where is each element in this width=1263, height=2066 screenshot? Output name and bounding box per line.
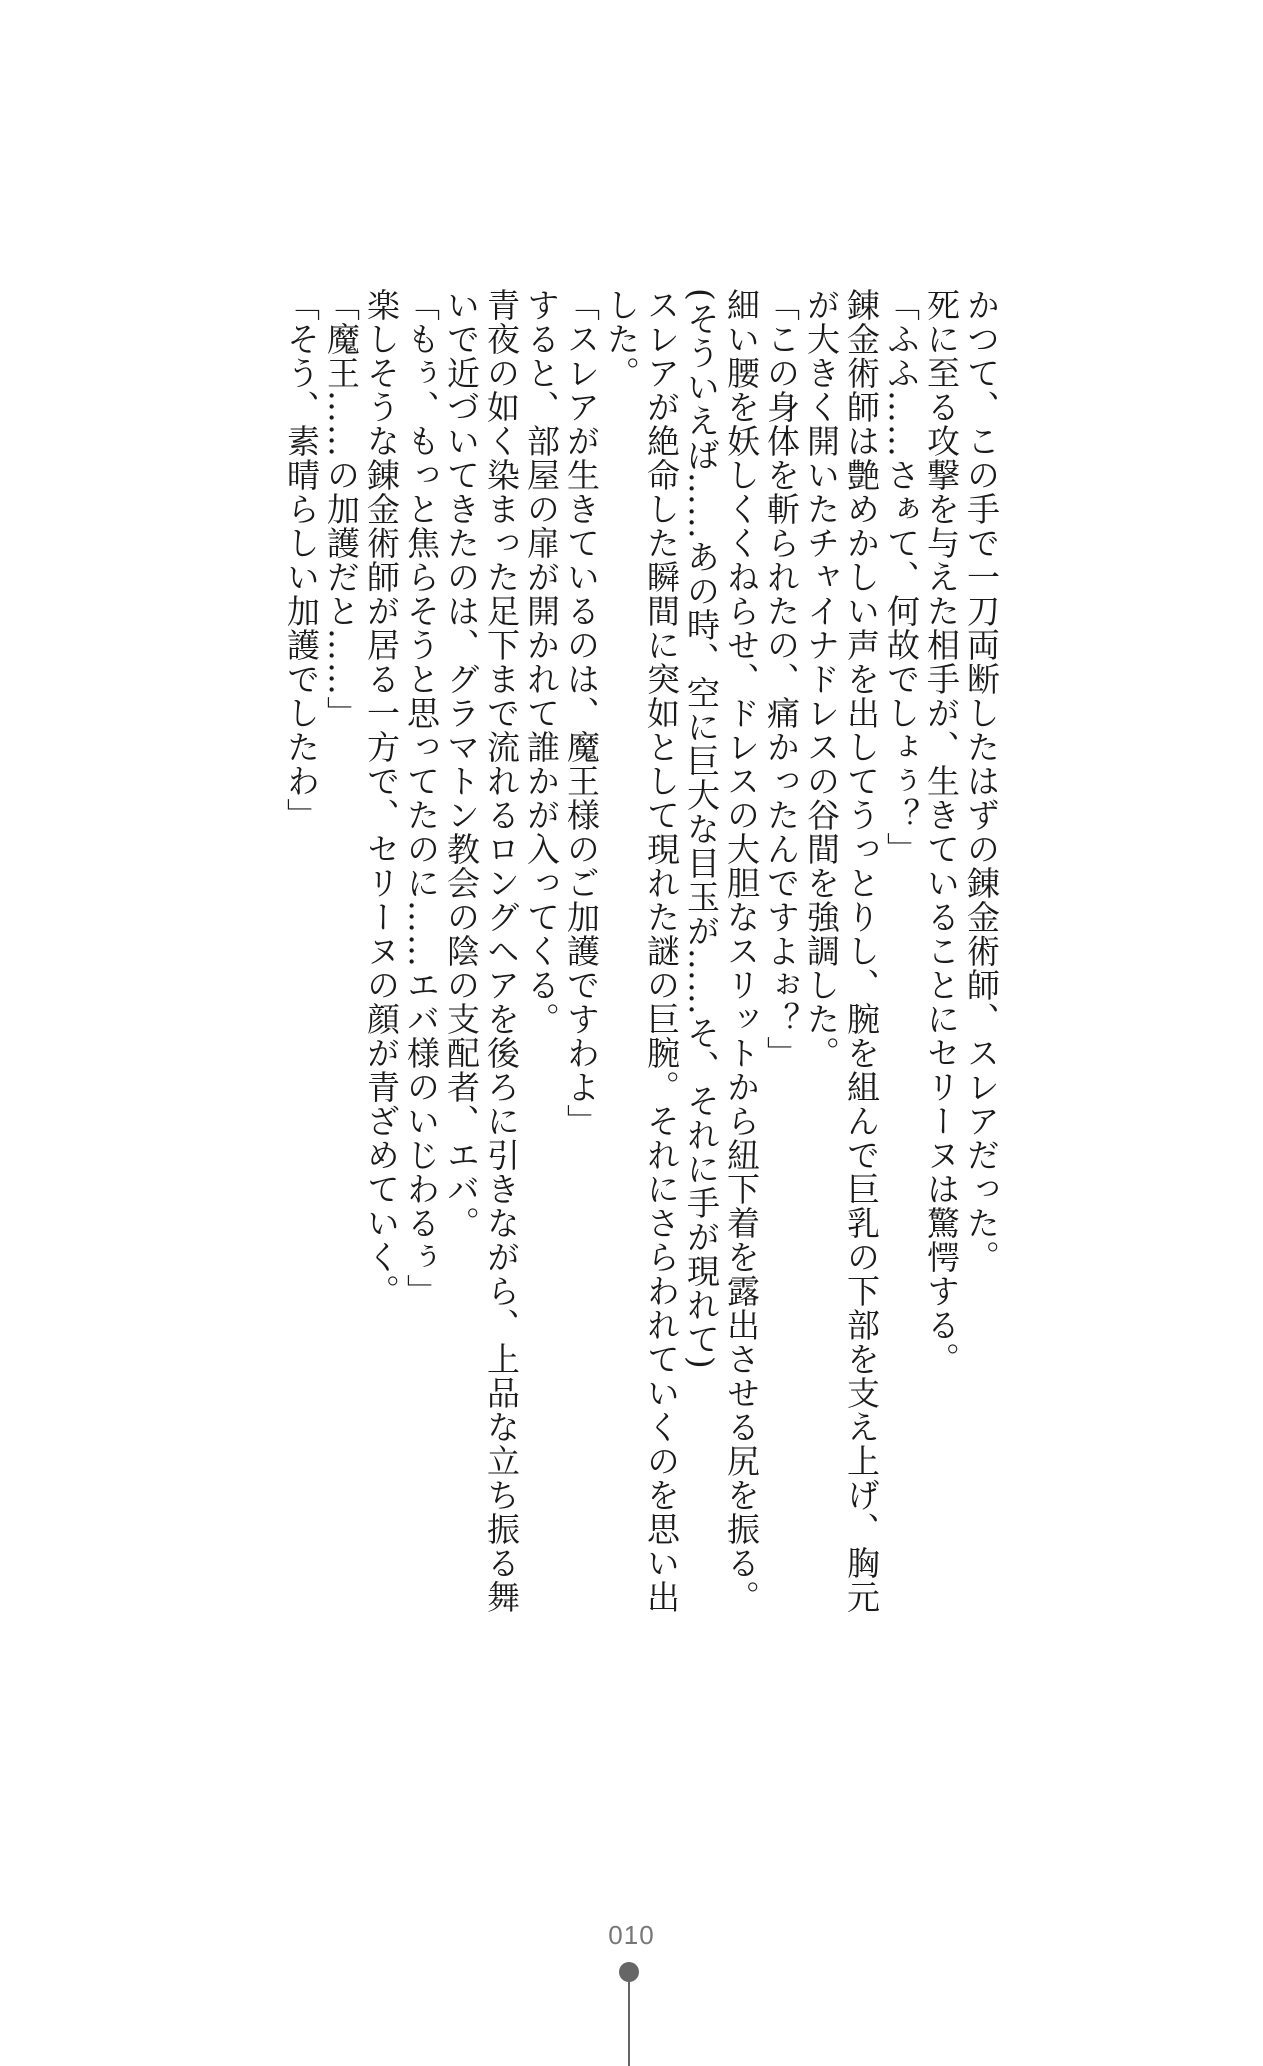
- page-marker-dot: [619, 1962, 639, 1982]
- text-line: 「この身体を斬られたの、痛かったんですよぉ？」: [762, 288, 801, 1070]
- text-line: が大きく開いたチャイナドレスの谷間を強調した。: [802, 288, 841, 1070]
- text-line: 「そう、素晴らしい加護でしたわ」: [282, 288, 321, 832]
- text-line: 「魔王……の加護だと……」: [322, 288, 361, 730]
- text-line: かつて、この手で一刀両断したはずの錬金術師、スレアだった。: [962, 288, 1001, 1274]
- text-line: した。: [602, 288, 641, 390]
- text-line: 青夜の如く染まった足下まで流れるロングヘアを後ろに引きながら、上品な立ち振る舞: [482, 288, 521, 1614]
- text-line: 死に至る攻撃を与えた相手が、生きていることにセリーヌは驚愕する。: [922, 288, 961, 1376]
- text-line: 錬金術師は艶めかしい声を出してうっとりし、腕を組んで巨乳の下部を支え上げ、胸元: [842, 288, 881, 1614]
- text-line: すると、部屋の扉が開かれて誰かが入ってくる。: [522, 288, 561, 1036]
- text-line: 「ふふ……さぁて、何故でしょぅ？」: [882, 288, 921, 866]
- page-number: 010: [608, 1920, 655, 1950]
- page-marker-line: [628, 1982, 630, 2066]
- text-line: 「スレアが生きているのは、魔王様のご加護ですわよ」: [562, 288, 601, 1138]
- text-line: 細い腰を妖しくくねらせ、ドレスの大胆なスリットから紐下着を露出させる尻を振る。: [722, 288, 761, 1614]
- text-line: 楽しそうな錬金術師が居る一方で、セリーヌの顔が青ざめていく。: [362, 288, 401, 1308]
- text-line: スレアが絶命した瞬間に突如として現れた謎の巨腕。それにさらわれていくのを思い出: [642, 288, 681, 1614]
- text-line: (そういえば……あの時、空に巨大な目玉が……そ、それに手が現れて): [682, 288, 721, 1370]
- vertical-body-text: [281, 288, 1001, 1728]
- text-line: 「もぅ、もっと焦らそうと思ってたのに……エバ様のいじわるぅ」: [402, 288, 441, 1308]
- page-footer: [0, 1920, 1263, 1951]
- text-line: いで近づいてきたのは、グラマトン教会の陰の支配者、エバ。: [442, 288, 481, 1240]
